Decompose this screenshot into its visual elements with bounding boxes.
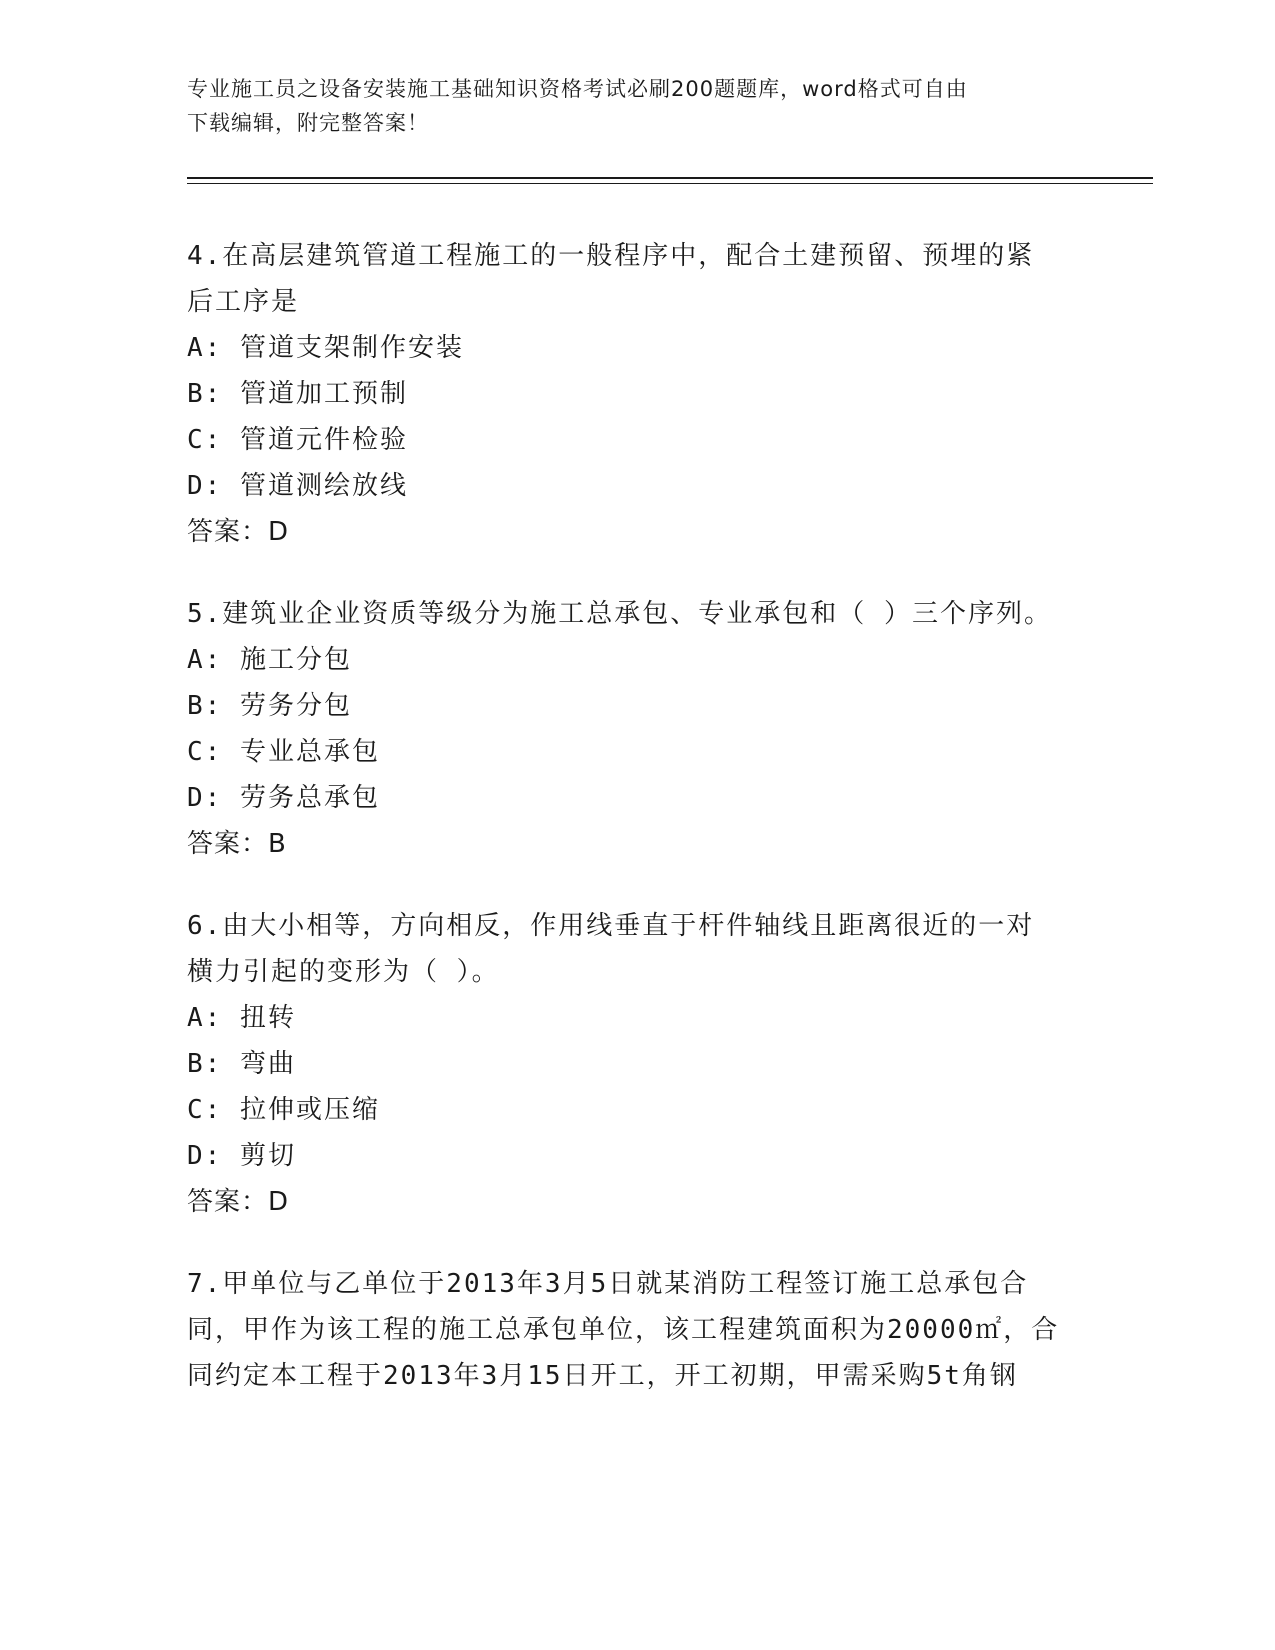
header-divider-thin	[187, 183, 1153, 184]
answer-line: 答案：D	[187, 517, 290, 547]
answer-line: 答案：B	[187, 829, 287, 859]
question-5	[187, 591, 1087, 867]
option-d: D: 管道测绘放线	[187, 471, 408, 501]
question-6	[187, 903, 1087, 1225]
option-b: B: 劳务分包	[187, 691, 352, 721]
option-c: C: 专业总承包	[187, 737, 380, 767]
option-d: D: 劳务总承包	[187, 783, 380, 813]
question-7	[187, 1261, 1087, 1399]
question-list	[187, 233, 1087, 1435]
option-a: A: 管道支架制作安装	[187, 333, 464, 363]
question-4	[187, 233, 1087, 555]
option-b: B: 弯曲	[187, 1049, 296, 1079]
question-text-line: 4.在高层建筑管道工程施工的一般程序中，配合土建预留、预埋的紧	[187, 241, 1035, 271]
question-text-line: 后工序是	[187, 287, 300, 317]
option-c: C: 管道元件检验	[187, 425, 408, 455]
header-divider-thick	[187, 177, 1153, 179]
document-header	[187, 72, 1087, 140]
option-a: A: 施工分包	[187, 645, 352, 675]
question-text-line: 横力引起的变形为（ ）。	[187, 957, 500, 987]
answer-line: 答案：D	[187, 1187, 290, 1217]
option-d: D: 剪切	[187, 1141, 296, 1171]
header-line-1: 专业施工员之设备安装施工基础知识资格考试必刷200题题库，word格式可自由	[187, 77, 968, 101]
question-text-line: 同约定本工程于2013年3月15日开工，开工初期，甲需采购5t角钢	[187, 1361, 1018, 1391]
question-text-line: 6.由大小相等，方向相反，作用线垂直于杆件轴线且距离很近的一对	[187, 911, 1035, 941]
option-a: A: 扭转	[187, 1003, 296, 1033]
question-text-line: 5.建筑业企业资质等级分为施工总承包、专业承包和（ ）三个序列。	[187, 599, 1052, 629]
question-text-line: 7.甲单位与乙单位于2013年3月5日就某消防工程签订施工总承包合	[187, 1269, 1029, 1299]
option-b: B: 管道加工预制	[187, 379, 408, 409]
question-text-line: 同，甲作为该工程的施工总承包单位，该工程建筑面积为20000㎡，合	[187, 1315, 1060, 1345]
option-c: C: 拉伸或压缩	[187, 1095, 380, 1125]
header-line-2: 下载编辑，附完整答案！	[187, 111, 429, 135]
